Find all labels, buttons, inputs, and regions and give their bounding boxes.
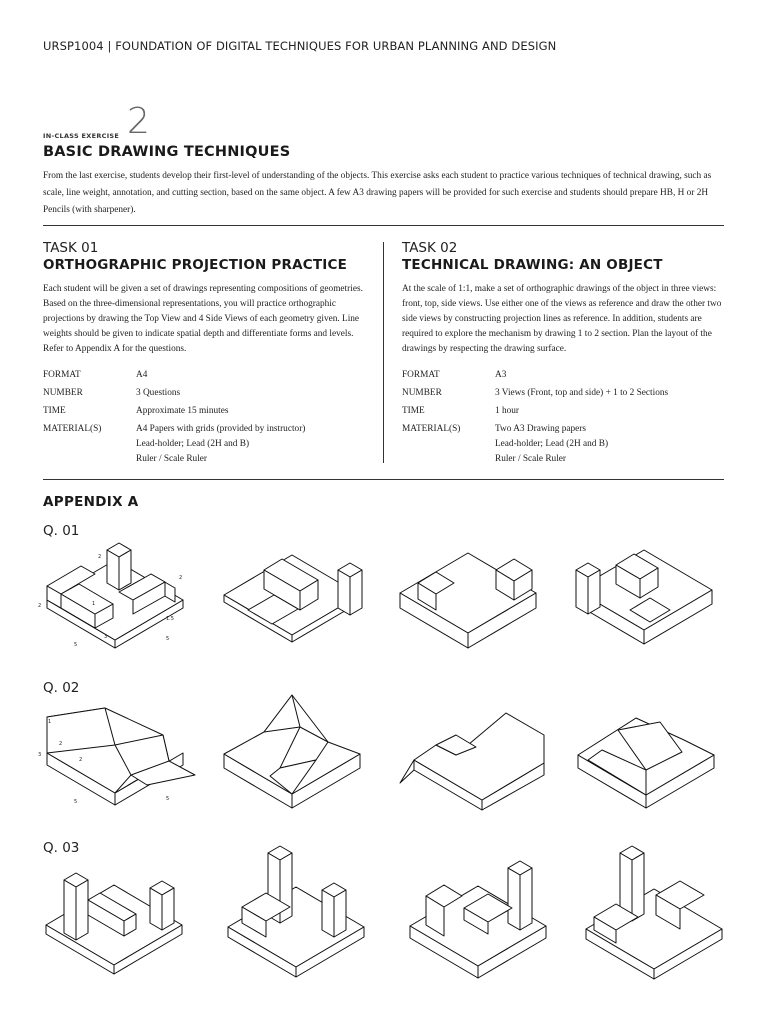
- dim-label: 2: [98, 554, 102, 560]
- dim-label: 2: [179, 575, 183, 581]
- dim-label: 5: [74, 642, 78, 648]
- task-title: TECHNICAL DRAWING: AN OBJECT: [402, 257, 663, 273]
- dim-label: 2: [79, 757, 83, 763]
- dim-label: 3: [38, 752, 42, 758]
- q03-drawing-4: [580, 845, 735, 985]
- exercise-label: IN-CLASS EXERCISE: [43, 132, 120, 140]
- dim-label: 1: [92, 601, 96, 607]
- q02-drawing-3: [396, 705, 556, 815]
- divider: [43, 225, 724, 226]
- task-label: TASK 02: [402, 240, 458, 256]
- question-label-q03: Q. 03: [43, 840, 80, 856]
- column-divider: [383, 242, 384, 463]
- q01-drawing-4: [570, 540, 730, 650]
- dim-label: 1.5: [166, 616, 174, 622]
- dim-label: 1: [48, 719, 52, 725]
- exercise-title: BASIC DRAWING TECHNIQUES: [43, 144, 291, 160]
- q01-drawing-2: [218, 540, 378, 645]
- task-02-specs: FORMAT A3 NUMBER 3 Views (Front, top and side) + 1 to 2 Sections TIME 1 hour MATERIAL(S) Two A3 Drawing papers Lead-holder; Lead (2H and B) Ruler / Scale Ruler: [402, 370, 669, 464]
- dim-label: 3: [104, 634, 108, 640]
- dim-label: 5: [166, 636, 170, 642]
- q02-drawing-4: [572, 710, 732, 815]
- course-header: URSP1004 | FOUNDATION OF DIGITAL TECHNIQUES FOR URBAN PLANNING AND DESIGN: [43, 39, 557, 53]
- q03-drawing-1: [40, 870, 200, 980]
- appendix-title: APPENDIX A: [43, 494, 139, 510]
- q03-drawing-2: [222, 845, 377, 985]
- exercise-number: 2: [127, 101, 150, 142]
- q01-drawing-1: [35, 530, 195, 655]
- task-01: [43, 240, 373, 357]
- task-label: TASK 01: [43, 240, 99, 256]
- divider: [43, 479, 724, 480]
- task-description: Each student will be given a set of drawings representing compositions of geometries. Based on the three-dimensional representations, you will practice orthographic projections by drawing the Top View and 4 Side Views of each geometry given. Line weights should be given to indicate spatial depth and differentiate forms and levels. Refer to Appendix A for the questions.: [43, 284, 363, 354]
- dim-label: 5: [166, 796, 170, 802]
- task-01-specs: FORMAT A4 NUMBER 3 Questions TIME Approximate 15 minutes MATERIAL(S) A4 Papers with grids (provided by instructor) Lead-holder; Lead (2H and B) Ruler / Scale Ruler: [43, 370, 306, 464]
- dim-label: 2: [59, 741, 63, 747]
- q03-drawing-3: [404, 860, 559, 985]
- question-label-q02: Q. 02: [43, 680, 80, 696]
- task-description: At the scale of 1:1, make a set of orthographic drawings of the object in three views: front, top, side views. Use either one of the views as reference and draw the other two side views by constructing projection lines as reference. In addition, students are required to explore the mechanism by drawing 1 to 2 section. Plan the layout of the drawings by respecting the drawing surface.: [402, 284, 722, 354]
- task-title: ORTHOGRAPHIC PROJECTION PRACTICE: [43, 257, 348, 273]
- dim-label: 2: [38, 603, 42, 609]
- q02-drawing-1: [35, 705, 200, 815]
- task-02: [402, 240, 727, 357]
- q01-drawing-3: [396, 548, 556, 653]
- q02-drawing-2: [220, 692, 370, 817]
- exercise-intro: From the last exercise, students develop their first-level of understanding of the objects. This exercise asks each student to practice various techniques of technical drawing, such as scale, line weight, annotation, and cutting section, based on the same object. A few A3 drawing papers will be provided for such exercise and students should prepare HB, H or 2H Pencils (with sharpener).: [43, 171, 712, 215]
- question-label-q01: Q. 01: [43, 523, 80, 539]
- dim-label: 5: [74, 799, 78, 805]
